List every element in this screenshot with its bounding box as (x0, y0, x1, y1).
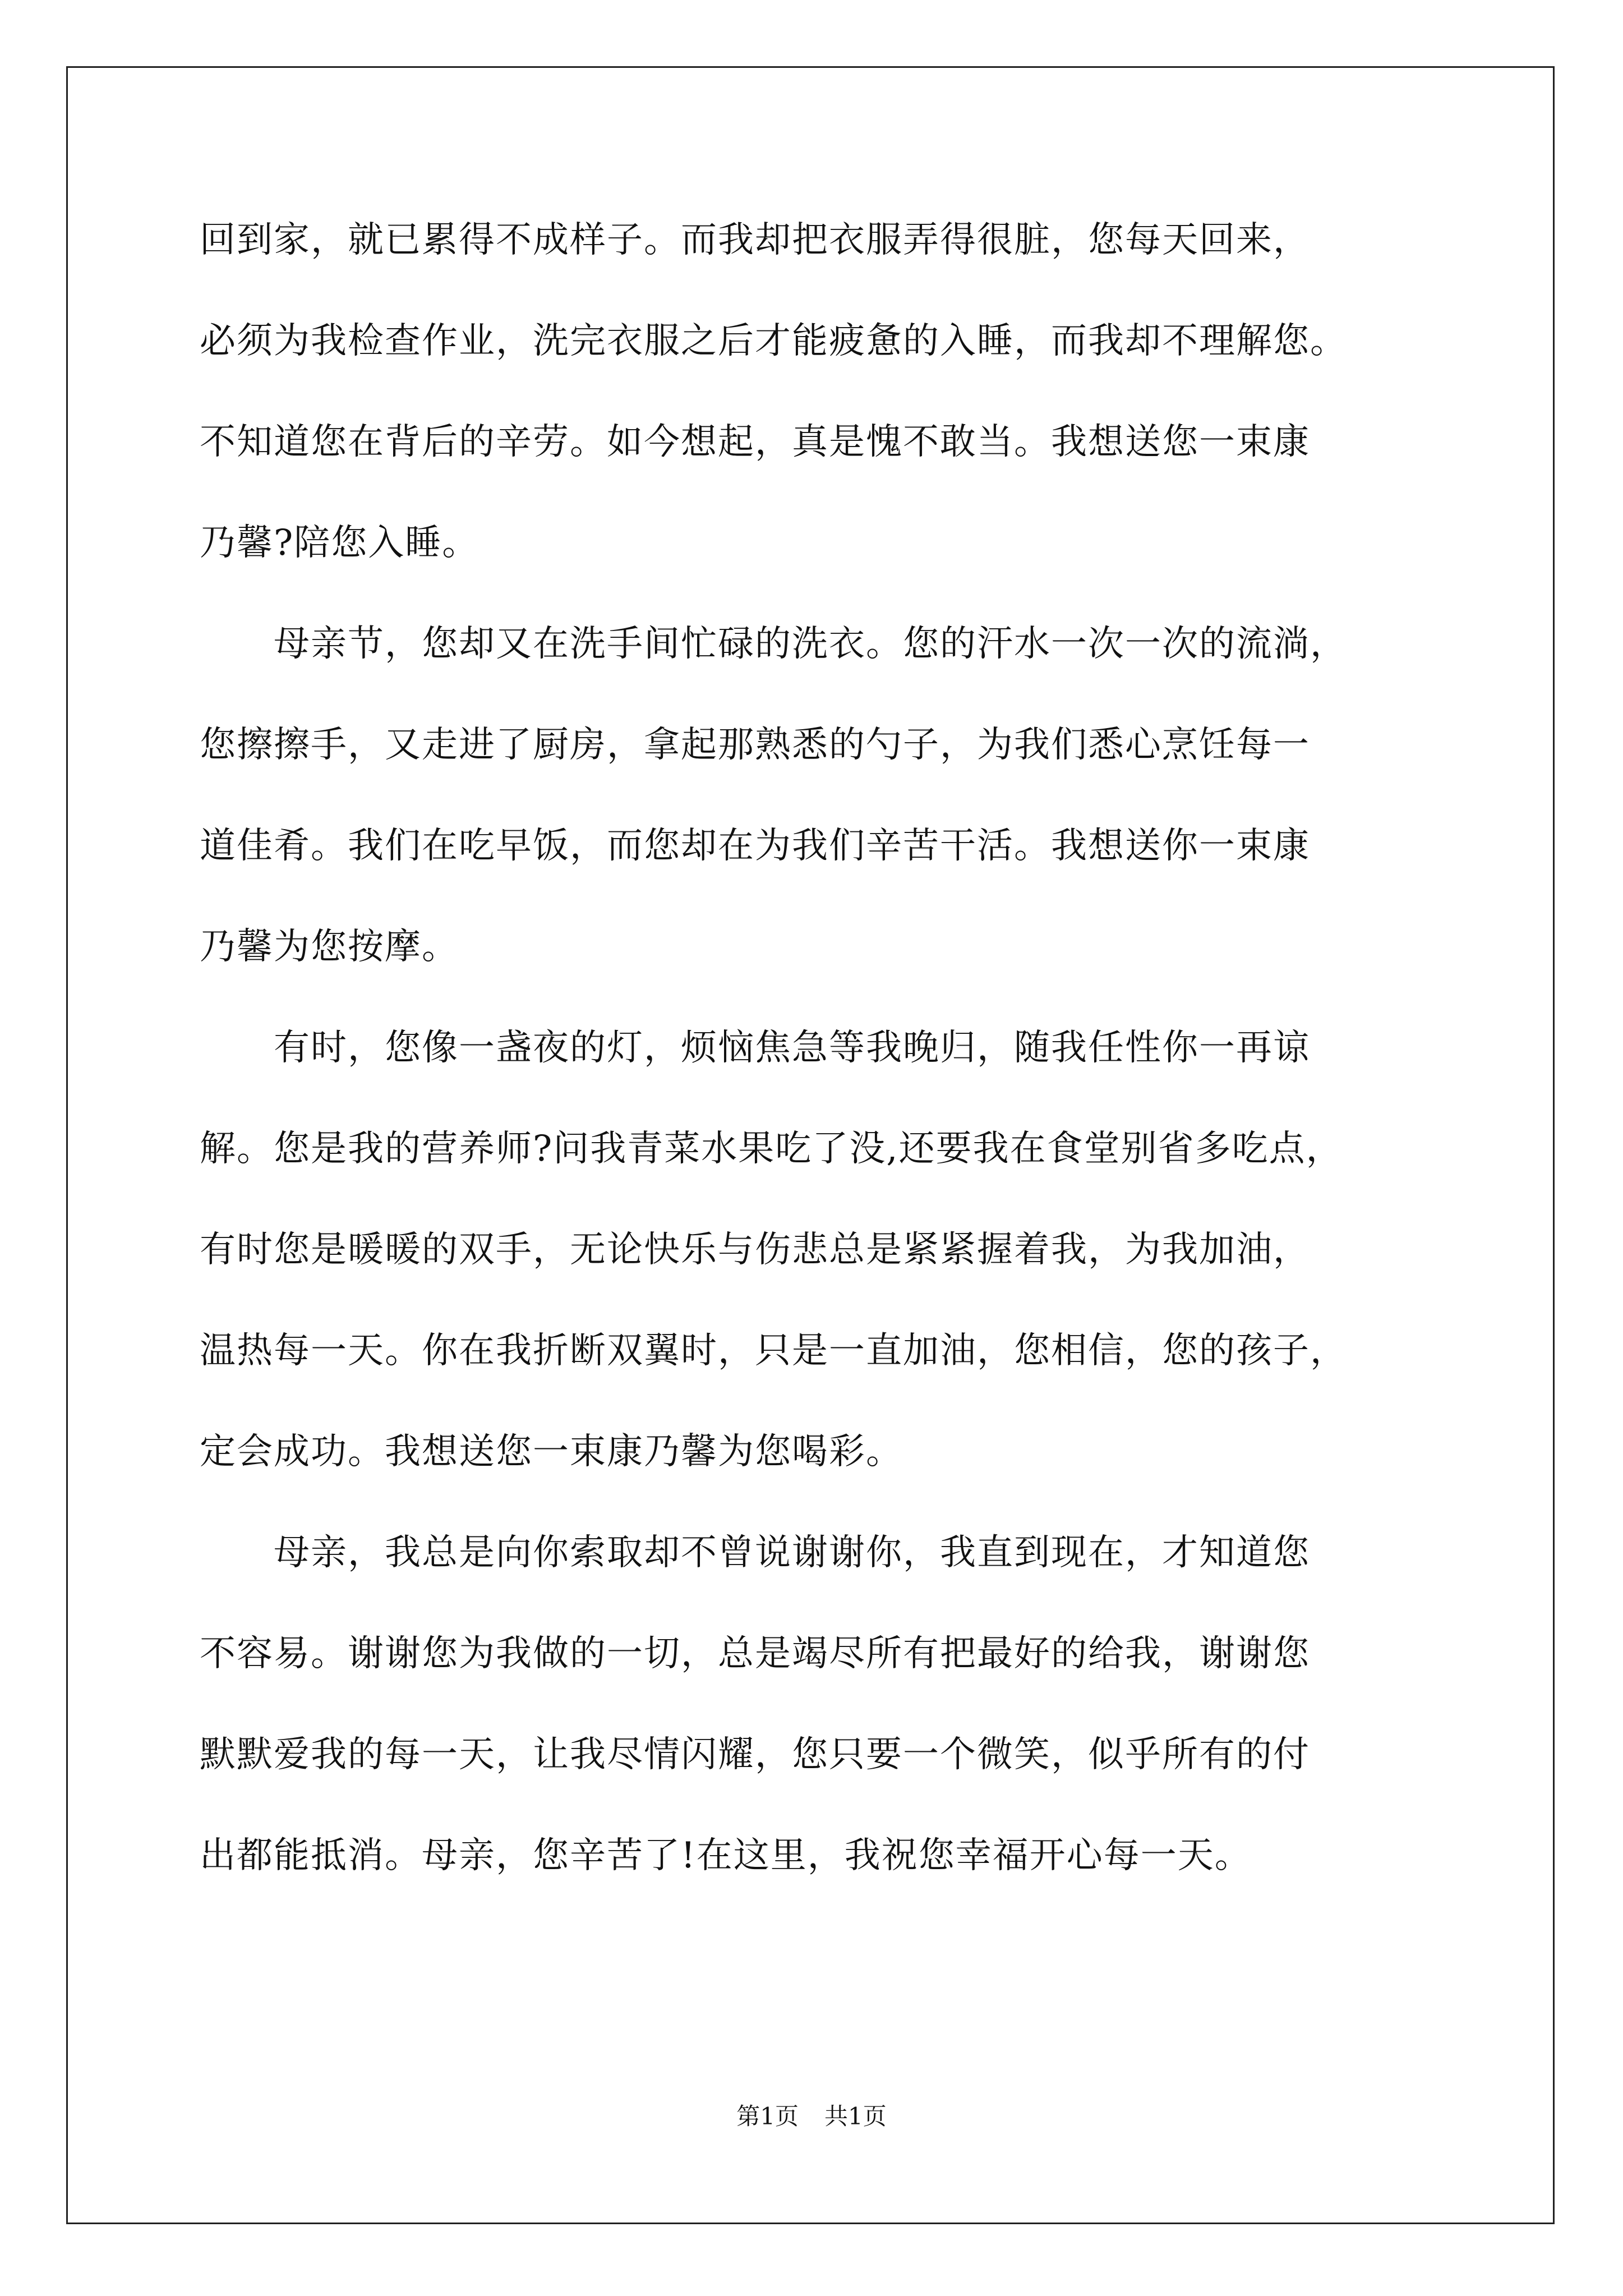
page-number: 第1页 (736, 2102, 799, 2130)
text-line: 母亲，我总是向你索取却不曾说谢谢你，我直到现在，才知道您 (200, 1532, 1310, 1573)
text-line: 乃馨为您按摩。 (200, 926, 459, 968)
text-line: 不容易。谢谢您为我做的一切，总是竭尽所有把最好的给我，谢谢您 (200, 1633, 1310, 1674)
text-line: 道佳肴。我们在吃早饭，而您却在为我们辛苦干活。我想送你一束康 (200, 825, 1310, 867)
text-line: 解。您是我的营养师?问我青菜水果吃了没,还要我在食堂别省多吃点， (200, 1128, 1343, 1170)
text-line: 有时，您像一盏夜的灯，烦恼焦急等我晚归，随我任性你一再谅 (200, 1027, 1310, 1069)
text-line: 回到家，就已累得不成样子。而我却把衣服弄得很脏，您每天回来， (200, 219, 1310, 261)
text-line: 定会成功。我想送您一束康乃馨为您喝彩。 (200, 1431, 903, 1473)
text-line: 必须为我检查作业，洗完衣服之后才能疲惫的入睡，而我却不理解您。 (200, 320, 1347, 362)
text-line: 默默爱我的每一天，让我尽情闪耀，您只要一个微笑，似乎所有的付 (200, 1734, 1310, 1775)
text-line: 乃馨?陪您入睡。 (200, 522, 479, 564)
text-line: 温热每一天。你在我折断双翼时，只是一直加油，您相信，您的孩子， (200, 1330, 1347, 1372)
text-line: 您擦擦手，又走进了厨房，拿起那熟悉的勺子，为我们悉心烹饪每一 (200, 724, 1310, 766)
page-footer (0, 2098, 1623, 2132)
text-line: 出都能抵消。母亲，您辛苦了!在这里，我祝您幸福开心每一天。 (200, 1835, 1252, 1876)
text-line: 母亲节，您却又在洗手间忙碌的洗衣。您的汗水一次一次的流淌， (200, 623, 1347, 665)
page-total: 共1页 (824, 2102, 887, 2130)
text-line: 不知道您在背后的辛劳。如今想起，真是愧不敢当。我想送您一束康 (200, 421, 1310, 463)
text-line: 有时您是暖暖的双手，无论快乐与伤悲总是紧紧握着我，为我加油， (200, 1229, 1310, 1271)
